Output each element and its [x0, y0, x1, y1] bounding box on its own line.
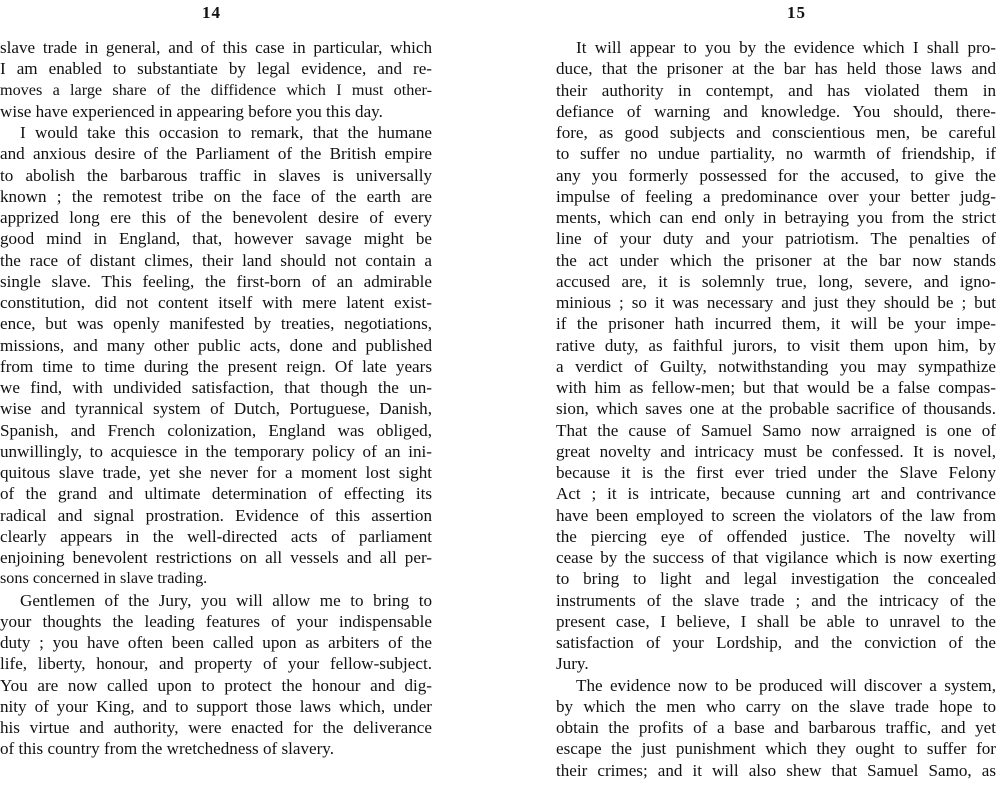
text-line: minious ; so it was necessary and just they should be ; but: [556, 293, 996, 312]
text-line: the piercing eye of offended justice. The novelty will: [556, 526, 996, 546]
text-line: The evidence now to be produced will discover a system,: [576, 675, 996, 695]
left-page: [0, 0, 432, 802]
text-line: of the grand and ultimate determination of effecting its: [0, 484, 432, 504]
page-number: 15: [787, 3, 806, 22]
text-line: duce, that the prisoner at the bar has held those laws and: [556, 59, 996, 79]
text-line: I would take this occasion to remark, that the humane: [20, 123, 432, 142]
text-line: because it is the first ever tried under the Slave Felony: [556, 463, 996, 482]
text-line: to suffer no undue partiality, no warmth of friendship, if: [556, 144, 996, 164]
text-line: good mind in England, that, however savage might be: [0, 229, 432, 249]
text-line: ence, but was openly manifested by treaties, negotiations,: [0, 314, 432, 334]
text-line: duty ; you have often been called upon as arbiters of the: [0, 633, 432, 652]
text-line: cease by the success of that vigilance which is now exerting: [556, 548, 996, 567]
text-column: [0, 37, 432, 760]
page-number: 14: [202, 3, 221, 22]
text-line: have been employed to screen the violators of the law from: [556, 505, 996, 525]
text-line: obtain the profits of a base and barbarous traffic, and yet: [556, 718, 996, 737]
text-line: constitution, did not content itself with mere latent exist-: [0, 293, 432, 312]
text-line: known ; the remotest tribe on the face of the earth are: [0, 186, 432, 206]
text-line: Gentlemen of the Jury, you will allow me to bring to: [20, 590, 432, 610]
text-line: instruments of the slave trade ; and the intricacy of the: [556, 590, 996, 610]
text-line: wise and tyrannical system of Dutch, Portuguese, Danish,: [0, 399, 432, 419]
text-line: accused are, it is solemnly true, long, severe, and igno-: [556, 271, 996, 291]
text-line: slave trade in general, and of this case in particular, which: [0, 38, 432, 57]
text-line: to abolish the barbarous traffic in slaves is universally: [0, 165, 432, 185]
text-column: [556, 37, 996, 781]
text-line: any you formerly possessed for the accused, to give the: [556, 165, 996, 185]
text-line: sion, which saves one at the probable sacrifice of thousands.: [556, 399, 996, 419]
text-line: line of your duty and your patriotism. The penalties of: [556, 229, 996, 249]
text-line: satisfaction of your Lordship, and the conviction of the: [556, 633, 996, 652]
text-line: of this country from the wretchedness of slavery.: [0, 739, 335, 759]
text-line: clearly appears in the well-directed acts of parliament: [0, 526, 432, 546]
text-line: defiance of warning and knowledge. You should, there-: [556, 101, 996, 121]
text-line: rative duty, as faithful jurors, to visit them upon him, by: [556, 335, 996, 355]
text-line: I am enabled to substantiate by legal evidence, and re-: [0, 59, 432, 79]
text-line: present case, I believe, I shall be able to unravel to the: [556, 611, 996, 631]
text-line: and anxious desire of the Parliament of the British empire: [0, 144, 432, 164]
text-line: single slave. This feeling, the first-born of an admirable: [0, 271, 432, 291]
text-line: the race of distant climes, their land should not contain a: [0, 250, 432, 270]
text-line: from time to time during the present reign. Of late years: [0, 356, 432, 376]
text-line: ments, which can end only in betraying you from the strict: [556, 208, 996, 227]
text-line: nity of your King, and to support those laws which, under: [0, 696, 432, 716]
text-line: if the prisoner hath incurred them, it will be your impe-: [556, 314, 996, 334]
text-line: impulse of feeling a predominance over your better judg-: [556, 186, 996, 206]
text-line: life, liberty, honour, and property of your fellow-subject.: [0, 654, 432, 674]
text-line: You are now called upon to protect the honour and dig-: [0, 675, 432, 695]
text-line: by which the men who carry on the slave trade hope to: [556, 696, 996, 716]
text-line: his virtue and authority, were enacted for the deliverance: [0, 718, 432, 737]
right-page: [556, 0, 996, 802]
text-line: enjoining benevolent restrictions on all vessels and all per-: [0, 548, 432, 567]
text-line: Spanish, and French colonization, England was obliged,: [0, 420, 432, 440]
text-line: unwillingly, to acquiesce in the temporary policy of an ini-: [0, 441, 432, 461]
text-line: radical and signal prostration. Evidence of this assertion: [0, 505, 432, 525]
text-line: moves a large share of the diffidence which I must other-: [0, 80, 432, 99]
text-line: apprized long ere this of the benevolent desire of every: [0, 208, 432, 227]
text-line: wise have experienced in appearing before you this day.: [0, 101, 383, 121]
text-line: fore, as good subjects and conscientious men, be careful: [556, 123, 996, 142]
text-line: It will appear to you by the evidence which I shall pro-: [576, 38, 996, 57]
text-line: their authority in contempt, and has violated them in: [556, 80, 996, 100]
text-line: we find, with undivided satisfaction, that though the un-: [0, 378, 432, 397]
text-line: escape the just punishment which they ought to suffer for: [556, 739, 996, 759]
text-line: your thoughts the leading features of your indispensable: [0, 611, 432, 631]
text-line: That the cause of Samuel Samo now arraigned is one of: [556, 420, 996, 440]
text-line: missions, and many other public acts, done and published: [0, 335, 432, 355]
text-line: to bring to light and legal investigation the concealed: [556, 569, 996, 589]
text-line: the act under which the prisoner at the bar now stands: [556, 250, 996, 270]
text-line: Act ; it is intricate, because cunning art and contrivance: [556, 484, 996, 504]
text-line: their crimes; and it will also shew that Samuel Samo, as: [556, 760, 996, 780]
text-line: Jury.: [556, 654, 589, 674]
text-line: sons concerned in slave trading.: [0, 569, 208, 588]
text-line: with him as fellow-men; but that would be a false compas-: [556, 378, 996, 397]
text-line: quitous slave trade, yet she never for a moment lost sight: [0, 463, 432, 482]
text-line: a verdict of Guilty, notwithstanding you may sympathize: [556, 356, 996, 376]
text-line: great novelty and intricacy must be confessed. It is novel,: [556, 441, 996, 461]
